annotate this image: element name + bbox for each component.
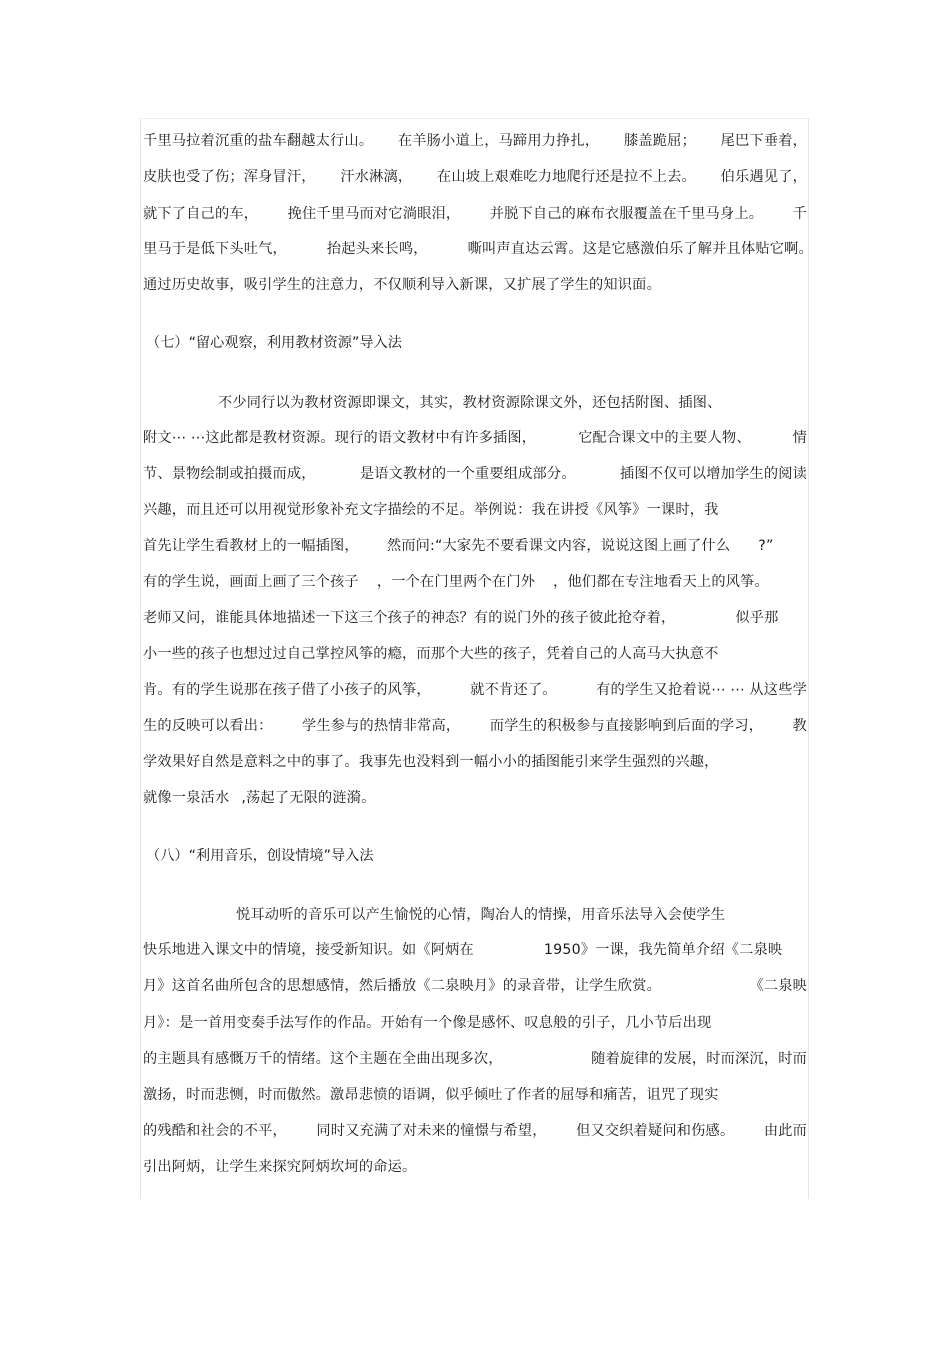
section8-line [143,1121,807,1141]
text-segment: 快乐地进入课文中的情境，接受新知识。如《阿炳在 [143,942,474,958]
text-segment: 嘶叫声直达云霄。这是它感激伯乐了解并且体贴它啊。 [467,241,813,257]
text-segment: 抬起头来长鸣， [326,241,428,257]
section7-line [143,644,807,664]
section8-heading: （八）“利用音乐，创设情境”导入法 [146,848,374,864]
section7-line [143,536,807,556]
section8-line [143,1157,807,1177]
text-segment: 里马于是低下头吐气， [143,241,287,257]
text-segment: 引出阿炳，让学生来探究阿炳坎坷的命运。 [143,1159,417,1175]
text-segment: 在羊肠小道上，马蹄用力挣扎， [397,133,600,149]
text-segment: 老师又问，谁能具体地描述一下这三个孩子的神态？有的说门外的孩子彼此抢夺着， [143,610,676,626]
paragraph1-line [143,167,807,187]
text-segment: 它配合课文中的主要人物、 [578,430,751,446]
text-segment: ,荡起了无限的涟漪。 [241,790,376,806]
text-segment: 不少同行以为教材资源即课文，其实，教材资源除课文外，还包括附图、插图、 [218,395,722,411]
text-segment: 首先让学生看教材上的一幅插图， [143,538,359,554]
text-segment: 膝盖跪屈； [624,133,696,149]
text-segment: 就像一泉活水 [143,790,230,806]
text-segment: 通过历史故事，吸引学生的注意力，不仅顺利导入新课，又扩展了学生的知识面。 [143,277,661,293]
paragraph1-line [143,204,807,224]
section7-line [218,393,807,413]
text-segment: 有的学生又抢着说⋯ ⋯ 从这些学 [596,682,807,698]
text-segment: 激扬，时而悲恻，时而傲然。激昂悲愤的语调，似乎倾吐了作者的屈辱和痛苦，诅咒了现实 [143,1087,719,1103]
text-segment: 皮肤也受了伤；浑身冒汗， [143,169,316,185]
text-segment: 而学生的积极参与直接影响到后面的学习， [489,718,764,734]
section7-line [143,716,807,736]
section7-line [143,608,807,628]
section7-line [143,572,807,592]
text-segment: 月》这首名曲所包含的思想感情，然后播放《二泉映月》的录音带，让学生欣赏。 [143,978,661,994]
text-segment: 生的反映可以看出： [143,718,273,734]
text-segment: 附文⋯ ⋯这此都是教材资源。现行的语文教材中有许多插图， [143,430,537,446]
text-segment: 并脱下自己的麻布衣服覆盖在千里马身上。 [489,206,764,222]
section8-line [143,1013,807,1033]
text-segment: 千 [792,206,807,222]
text-segment: 的主题具有感慨万千的情绪。这个主题在全曲出现多次， [143,1051,503,1067]
section8-line [143,976,807,996]
section7-line [143,680,807,700]
text-segment: 就下了自己的车， [143,206,259,222]
text-segment: 的残酷和社会的不平， [143,1123,287,1139]
paragraph1-line [143,275,807,295]
text-segment: 千里马拉着沉重的盐车翻越太行山。 [143,133,374,149]
text-segment: 插图不仅可以增加学生的阅读 [619,466,807,482]
text-segment: ，一个在门里两个在门外 [376,574,536,590]
text-segment: 是语文教材的一个重要组成部分。 [359,466,576,482]
section7-line [143,500,807,520]
text-segment: ，他们都在专注地看天上的风筝。 [553,574,769,590]
text-segment: 学效果好自然是意料之中的事了。我事先也没料到一幅小小的插图能引来学生强烈的兴趣， [143,754,719,770]
text-segment: 《二泉映 [749,978,807,994]
text-segment: 1950》一课，我先简单介绍《二泉映 [543,942,783,958]
text-segment: ?” [758,538,774,554]
text-segment: 教 [792,718,807,734]
text-segment: 节、景物绘制或拍摄而成， [143,466,316,482]
text-segment: 伯乐遇见了， [720,169,807,185]
text-segment: 挽住千里马而对它淌眼泪， [287,206,461,222]
text-segment: 月》：是一首用变奏手法写作的作品。开始有一个像是感怀、叹息般的引子，几小节后出现 [143,1015,712,1031]
section8-line [143,1049,807,1069]
section8-line [143,940,807,960]
section7-heading: （七）“留心观察，利用教材资源”导入法 [146,335,402,351]
text-segment: 然而问:“大家先不要看课文内容，说说这图上画了什么 [386,538,731,554]
text-segment: 但又交织着疑问和伤感。 [576,1123,735,1139]
text-segment: 随着旋律的发展，时而深沉，时而 [591,1051,807,1067]
section8-line [236,905,807,925]
text-segment: 有的学生说，画面上画了三个孩子 [143,574,359,590]
text-segment: 同时又充满了对未来的憧憬与希望， [316,1123,547,1139]
text-segment: 悦耳动听的音乐可以产生愉悦的心情，陶冶人的情操，用音乐法导入会使学生 [236,907,726,923]
paragraph1-line [143,131,807,151]
section7-line [143,752,807,772]
text-segment: 由此而 [763,1123,807,1139]
text-segment: 尾巴下垂着， [720,133,807,149]
section7-line [143,788,807,808]
paragraph1-line [143,239,813,259]
text-segment: 小一些的孩子也想过过自己掌控风筝的瘾，而那个大些的孩子，凭着自己的人高马大执意不 [143,646,719,662]
text-segment: 在山坡上艰难吃力地爬行还是拉不上去。 [436,169,696,185]
text-segment: 就不肯还了。 [470,682,557,698]
section8-line [143,1085,807,1105]
section7-line [143,464,807,484]
text-segment: 兴趣，而且还可以用视觉形象补充文字描绘的不足。举例说：我在讲授《风筝》一课时，我 [143,502,719,518]
text-segment: 似乎那 [735,610,779,626]
text-segment: 情 [792,430,807,446]
text-segment: 肯。有的学生说那在孩子借了小孩子的风筝， [143,682,431,698]
text-segment: 汗水淋漓， [340,169,413,185]
section7-line [143,428,807,448]
text-segment: 学生参与的热情非常高， [301,718,461,734]
